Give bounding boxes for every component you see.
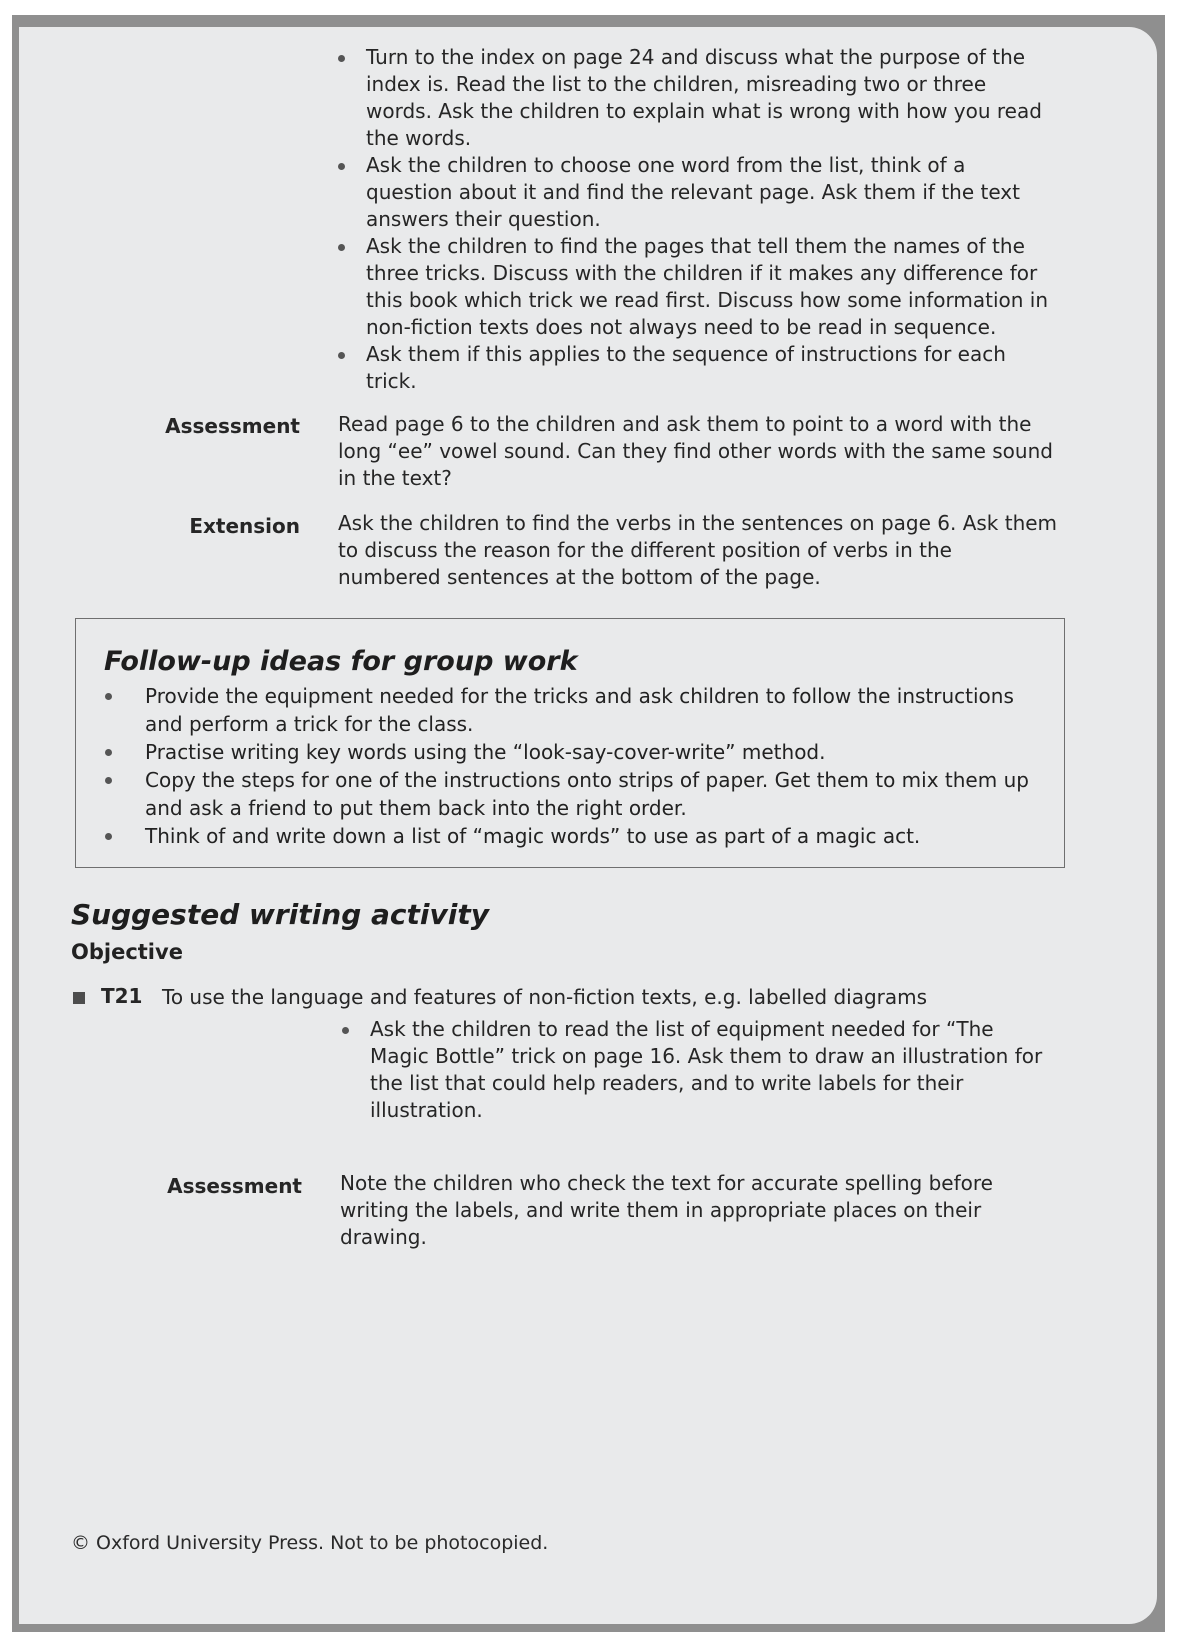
objective-heading: Objective: [71, 940, 183, 964]
copyright-footer: © Oxford University Press. Not to be photocopied.: [71, 1532, 549, 1554]
assessment-label: Assessment: [165, 414, 300, 438]
list-item: Turn to the index on page 24 and discuss what the purpose of the index is. Read the list to the children, misreading two or three words. Ask the children to explain what is wrong with how you read the words.: [334, 44, 1054, 152]
top-bullet-list: [334, 44, 1054, 395]
writing-activity-title: Suggested writing activity: [71, 898, 489, 931]
objective-text: To use the language and features of non-fiction texts, e.g. labelled diagrams: [162, 985, 928, 1009]
list-item: Ask the children to choose one word from the list, think of a question about it and find the relevant page. Ask them if the text answers their question.: [334, 152, 1054, 233]
list-item: Ask the children to find the pages that tell them the names of the three tricks. Discuss with the children if it makes any difference for this book which trick we read first. Discuss how some information in non-fiction texts does not always need to be read in sequence.: [334, 233, 1054, 341]
assessment-label-2: Assessment: [167, 1174, 302, 1198]
writing-activity-list: [338, 1016, 1058, 1124]
extension-text: Ask the children to find the verbs in the sentences on page 6. Ask them to discuss the reason for the different position of verbs in the numbered sentences at the bottom of the page.: [338, 511, 1058, 589]
extension-label: Extension: [189, 514, 300, 538]
assessment-text: Read page 6 to the children and ask them to point to a word with the long “ee” vowel sound. Can they find other words with the same sound in the text?: [338, 412, 1053, 490]
assessment-text-2: Note the children who check the text for accurate spelling before writing the labels, and write them in appropriate places on their drawing.: [340, 1171, 993, 1249]
follow-up-title: Follow-up ideas for group work: [104, 646, 578, 677]
list-item: Copy the steps for one of the instructions onto strips of paper. Get them to mix them up and ask a friend to put them back into the right order.: [101, 766, 1051, 822]
follow-up-list: [101, 682, 1051, 850]
list-item: Think of and write down a list of “magic words” to use as part of a magic act.: [101, 822, 1051, 850]
list-item: Provide the equipment needed for the tricks and ask children to follow the instructions and perform a trick for the class.: [101, 682, 1051, 738]
list-item: Ask them if this applies to the sequence of instructions for each trick.: [334, 341, 1054, 395]
objective-square-icon: [73, 992, 85, 1004]
list-item: Ask the children to read the list of equipment needed for “The Magic Bottle” trick on page 16. Ask them to draw an illustration for the list that could help readers, and to write labels for their illustration.: [338, 1016, 1058, 1124]
list-item: Practise writing key words using the “look-say-cover-write” method.: [101, 738, 1051, 766]
follow-up-box: [75, 618, 1065, 868]
objective-code: T21: [101, 984, 143, 1008]
